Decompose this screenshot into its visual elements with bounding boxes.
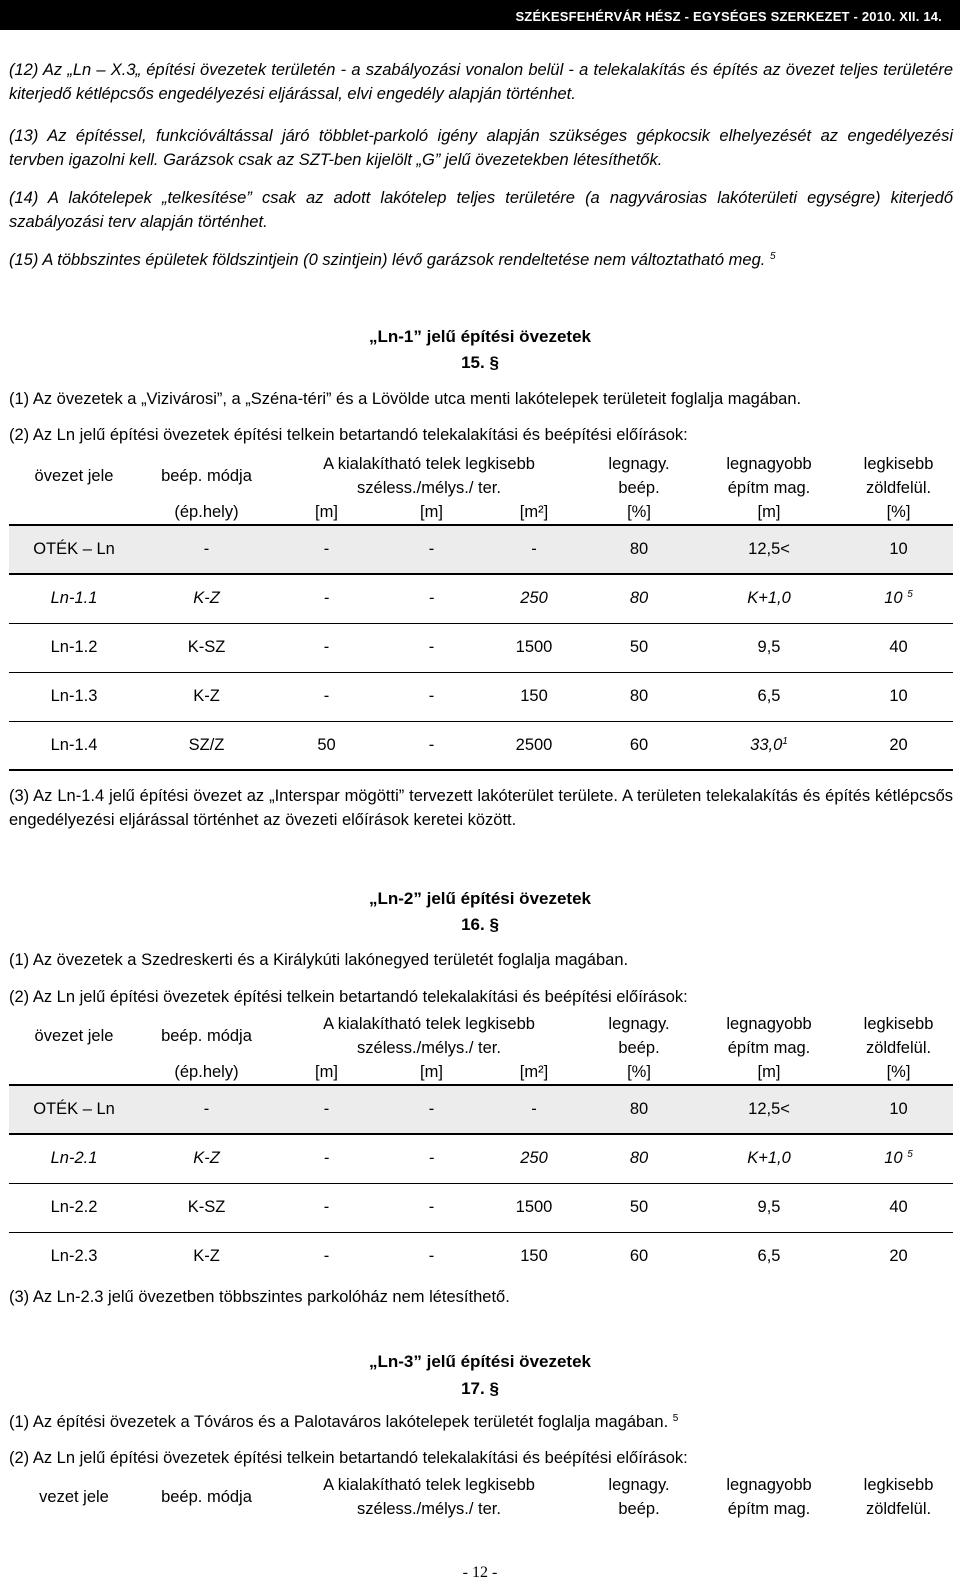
cell-height: 9,5 [694, 1183, 844, 1232]
unit-area: [m²] [519, 1063, 549, 1081]
cell-area: 2500 [484, 721, 584, 770]
table-row [9, 574, 953, 623]
col-header-maxbuilt-2: beép. [618, 479, 660, 497]
cell-zone: Ln-2.1 [9, 1134, 139, 1183]
cell-height: 12,5< [694, 1085, 844, 1134]
cell-zone: Ln-1.4 [9, 721, 139, 770]
section-title-ln2: „Ln-2” jelű építési övezetek [368, 889, 591, 908]
table-row [9, 1134, 953, 1183]
col-header-mode: beép. módja [161, 1027, 252, 1045]
cell-width: - [274, 525, 379, 574]
ln3-paragraph-2: (2) Az Ln jelű építési övezetek építési telkein betartandó telekalakítási és beépítési előírások: [9, 1449, 688, 1467]
ln1-paragraph-3: (3) Az Ln-1.4 jelű építési övezet az „Interspar mögötti” tervezett lakóterület területe. A területen telekalakítás és építés kétlépcsős engedélyezési eljárással történhet az övezeti előírások keretei között. [9, 787, 953, 829]
table-header-row [9, 452, 953, 476]
col-header-green-2: zöldfelül. [865, 1500, 932, 1518]
paragraph-14: (14) A lakótelepek „telkesítése” csak az adott lakótelep teljes területére (a nagyvárosias lakóterületi egységre) kiterjedő szabályozási terv alapján történhet. [9, 189, 953, 231]
table-header-row [9, 1473, 953, 1497]
unit-area: [m²] [519, 503, 549, 521]
col-header-zone: övezet jele [34, 467, 114, 485]
cell-mode: K-SZ [139, 1183, 274, 1232]
cell-height: 12,5< [694, 525, 844, 574]
col-header-green: legkisebb [863, 1476, 934, 1494]
cell-mode: K-SZ [139, 623, 274, 672]
ln2-paragraph-3: (3) Az Ln-2.3 jelű övezetben többszintes parkolóház nem létesíthető. [9, 1288, 510, 1306]
ln1-regulation-table [9, 452, 953, 771]
footnote-ref: 5 [672, 1413, 679, 1424]
cell-depth: - [379, 525, 484, 574]
col-header-green: legkisebb [863, 455, 934, 473]
unit-maxbuilt: [%] [627, 503, 651, 521]
col-header-height: legnagyobb [726, 1015, 812, 1033]
col-header-plot-sub: széless./mélys./ ter. [357, 1500, 501, 1518]
cell-area: 250 [484, 1134, 584, 1183]
section-title-ln1: „Ln-1” jelű építési övezetek [368, 327, 591, 346]
cell-green: 20 [844, 721, 953, 770]
cell-depth: - [379, 623, 484, 672]
col-header-plot-sub: széless./mélys./ ter. [357, 479, 501, 497]
cell-depth: - [379, 721, 484, 770]
section-number-ln2: 16. § [461, 915, 499, 934]
paragraph-13: (13) Az építéssel, funkcióváltással járó többlet-parkoló igény alapján szükséges gépkocsik elhelyezését az engedélyezési tervben igazolni kell. Garázsok csak az SZT-ben kijelölt „G” jelű övezetekben létesíthetők. [9, 127, 953, 169]
ln2-paragraph-2: (2) Az Ln jelű építési övezetek építési telkein betartandó telekalakítási és beépítési előírások: [9, 988, 688, 1006]
cell-maxbuilt: 80 [584, 672, 694, 721]
section-title-ln3: „Ln-3” jelű építési övezetek [368, 1352, 591, 1371]
cell-area: - [484, 1085, 584, 1134]
unit-mode: (ép.hely) [174, 503, 239, 521]
cell-maxbuilt: 50 [584, 623, 694, 672]
col-header-mode: beép. módja [161, 1488, 252, 1506]
table-header-row [9, 1012, 953, 1036]
table-row [9, 1183, 953, 1232]
section-number-ln3: 17. § [461, 1379, 499, 1398]
cell-maxbuilt: 80 [584, 1085, 694, 1134]
cell-green: 10 [844, 672, 953, 721]
table-row [9, 1232, 953, 1281]
col-header-plot: A kialakítható telek legkisebb [323, 455, 535, 473]
cell-maxbuilt: 60 [584, 721, 694, 770]
cell-height: 9,5 [694, 623, 844, 672]
col-header-height: legnagyobb [726, 1476, 812, 1494]
col-header-zone: övezet jele [34, 1027, 114, 1045]
section-sign-icon: § [489, 915, 499, 934]
cell-green: 10 [844, 1085, 953, 1134]
cell-green: 40 [844, 1183, 953, 1232]
cell-height: 6,5 [694, 672, 844, 721]
cell-width: - [274, 574, 379, 623]
page-number: - 12 - [462, 1564, 498, 1581]
col-header-maxbuilt: legnagy. [608, 1015, 670, 1033]
cell-zone: OTÉK – Ln [9, 525, 139, 574]
unit-depth: [m] [420, 1063, 443, 1081]
cell-height: 33,0$^1$ [694, 721, 844, 770]
cell-zone: Ln-1.2 [9, 623, 139, 672]
cell-zone: Ln-1.3 [9, 672, 139, 721]
unit-green: [%] [886, 1063, 911, 1081]
cell-depth: - [379, 574, 484, 623]
table-unit-row [9, 1060, 953, 1085]
col-header-height-2: építm mag. [727, 1039, 811, 1057]
unit-depth: [m] [420, 503, 443, 521]
unit-mode: (ép.hely) [174, 1063, 239, 1081]
cell-width: - [274, 1134, 379, 1183]
cell-depth: - [379, 1134, 484, 1183]
cell-height: 6,5 [757, 1247, 781, 1266]
unit-maxbuilt: [%] [627, 1063, 651, 1081]
cell-mode: K-Z [139, 574, 274, 623]
cell-maxbuilt: 80 [584, 574, 694, 623]
cell-mode: K-Z [139, 672, 274, 721]
cell-green: 20 [889, 1247, 908, 1266]
cell-depth: - [379, 1183, 484, 1232]
table-row [9, 623, 953, 672]
unit-green: [%] [886, 503, 911, 521]
cell-height: K+1,0 [694, 1134, 844, 1183]
col-header-green: legkisebb [863, 1015, 934, 1033]
col-header-plot: A kialakítható telek legkisebb [323, 1476, 535, 1494]
cell-height: K+1,0 [694, 574, 844, 623]
col-header-height-2: építm mag. [727, 479, 811, 497]
cell-width: - [274, 1085, 379, 1134]
cell-width: 50 [274, 721, 379, 770]
cell-maxbuilt: 50 [584, 1183, 694, 1232]
section-number-ln1: 15. § [461, 353, 499, 372]
paragraph-15: (15) A többszintes épületek földszintjein (0 szintjein) lévő garázsok rendeltetése nem változtatható meg. $^5$ [9, 251, 776, 269]
unit-height: [m] [757, 1063, 781, 1081]
ln3-regulation-table [9, 1473, 953, 1521]
unit-height: [m] [757, 503, 781, 521]
col-header-plot: A kialakítható telek legkisebb [323, 1015, 535, 1033]
paragraph-12: (12) Az „Ln – X.3„ építési övezetek területén - a szabályozási vonalon belül - a telekalakítás és építés az övezet teljes területére kiterjedő kétlépcsős engedélyezési eljárással, elvi engedély alapján történhet. [9, 61, 953, 103]
col-header-zone: vezet jele [39, 1488, 109, 1506]
unit-width: [m] [315, 1063, 338, 1081]
cell-area: 1500 [484, 623, 584, 672]
cell-mode: K-Z [139, 1134, 274, 1183]
table-unit-row [9, 500, 953, 525]
cell-green: 10 $^5$ [844, 574, 953, 623]
cell-width: - [323, 1247, 330, 1266]
col-header-maxbuilt-2: beép. [618, 1039, 660, 1057]
cell-depth: - [379, 672, 484, 721]
cell-width: - [274, 672, 379, 721]
cell-mode: K-Z [193, 1247, 220, 1266]
cell-green: 10 $^5$ [844, 1134, 953, 1183]
col-header-height-2: építm mag. [727, 1500, 811, 1518]
ln2-regulation-table [9, 1012, 953, 1281]
cell-width: - [274, 623, 379, 672]
col-header-maxbuilt: legnagy. [608, 455, 670, 473]
cell-green: 40 [844, 623, 953, 672]
col-header-green-2: zöldfelül. [865, 1039, 932, 1057]
col-header-mode: beép. módja [161, 467, 252, 485]
unit-width: [m] [315, 503, 338, 521]
cell-depth: - [428, 1247, 435, 1266]
cell-mode: - [139, 1085, 274, 1134]
section-sign-icon: § [489, 353, 499, 372]
cell-zone: OTÉK – Ln [9, 1085, 139, 1134]
cell-zone: Ln-2.3 [50, 1247, 98, 1266]
cell-maxbuilt: 60 [629, 1247, 649, 1266]
table-row [9, 721, 953, 770]
cell-depth: - [379, 1085, 484, 1134]
section-sign-icon: § [489, 1379, 499, 1398]
page-header: SZÉKESFEHÉRVÁR HÉSZ - EGYSÉGES SZERKEZET - 2010. XII. 14. [0, 0, 960, 30]
ln1-paragraph-1: (1) Az övezetek a „Vizivárosi”, a „Széna-téri” és a Lövölde utca menti lakótelepek területeit foglalja magában. [9, 390, 802, 408]
table-row-otek [9, 1085, 953, 1134]
table-row [9, 672, 953, 721]
cell-area: 1500 [484, 1183, 584, 1232]
table-row-otek [9, 525, 953, 574]
cell-zone: Ln-1.1 [9, 574, 139, 623]
cell-mode: - [139, 525, 274, 574]
col-header-green-2: zöldfelül. [865, 479, 932, 497]
cell-zone: Ln-2.2 [9, 1183, 139, 1232]
cell-green: 10 [844, 525, 953, 574]
cell-width: - [274, 1183, 379, 1232]
col-header-height: legnagyobb [726, 455, 812, 473]
col-header-maxbuilt: legnagy. [608, 1476, 670, 1494]
cell-area: 150 [520, 1247, 548, 1266]
cell-area: - [484, 525, 584, 574]
col-header-maxbuilt-2: beép. [618, 1500, 660, 1518]
cell-mode: SZ/Z [139, 721, 274, 770]
ln2-paragraph-1: (1) Az övezetek a Szedreskerti és a Királykúti lakónegyed területét foglalja magában. [9, 951, 629, 969]
cell-area: 250 [484, 574, 584, 623]
cell-area: 150 [484, 672, 584, 721]
cell-maxbuilt: 80 [584, 525, 694, 574]
ln1-paragraph-2: (2) Az Ln jelű építési övezetek építési telkein betartandó telekalakítási és beépítési előírások: [9, 426, 688, 444]
ln3-paragraph-1: (1) Az építési övezetek a Tóváros és a Palotaváros lakótelepek területét foglalja magában. $^5$ [9, 1413, 679, 1431]
col-header-plot-sub: széless./mélys./ ter. [357, 1039, 501, 1057]
cell-maxbuilt: 80 [584, 1134, 694, 1183]
footnote-ref: 5 [769, 251, 776, 262]
